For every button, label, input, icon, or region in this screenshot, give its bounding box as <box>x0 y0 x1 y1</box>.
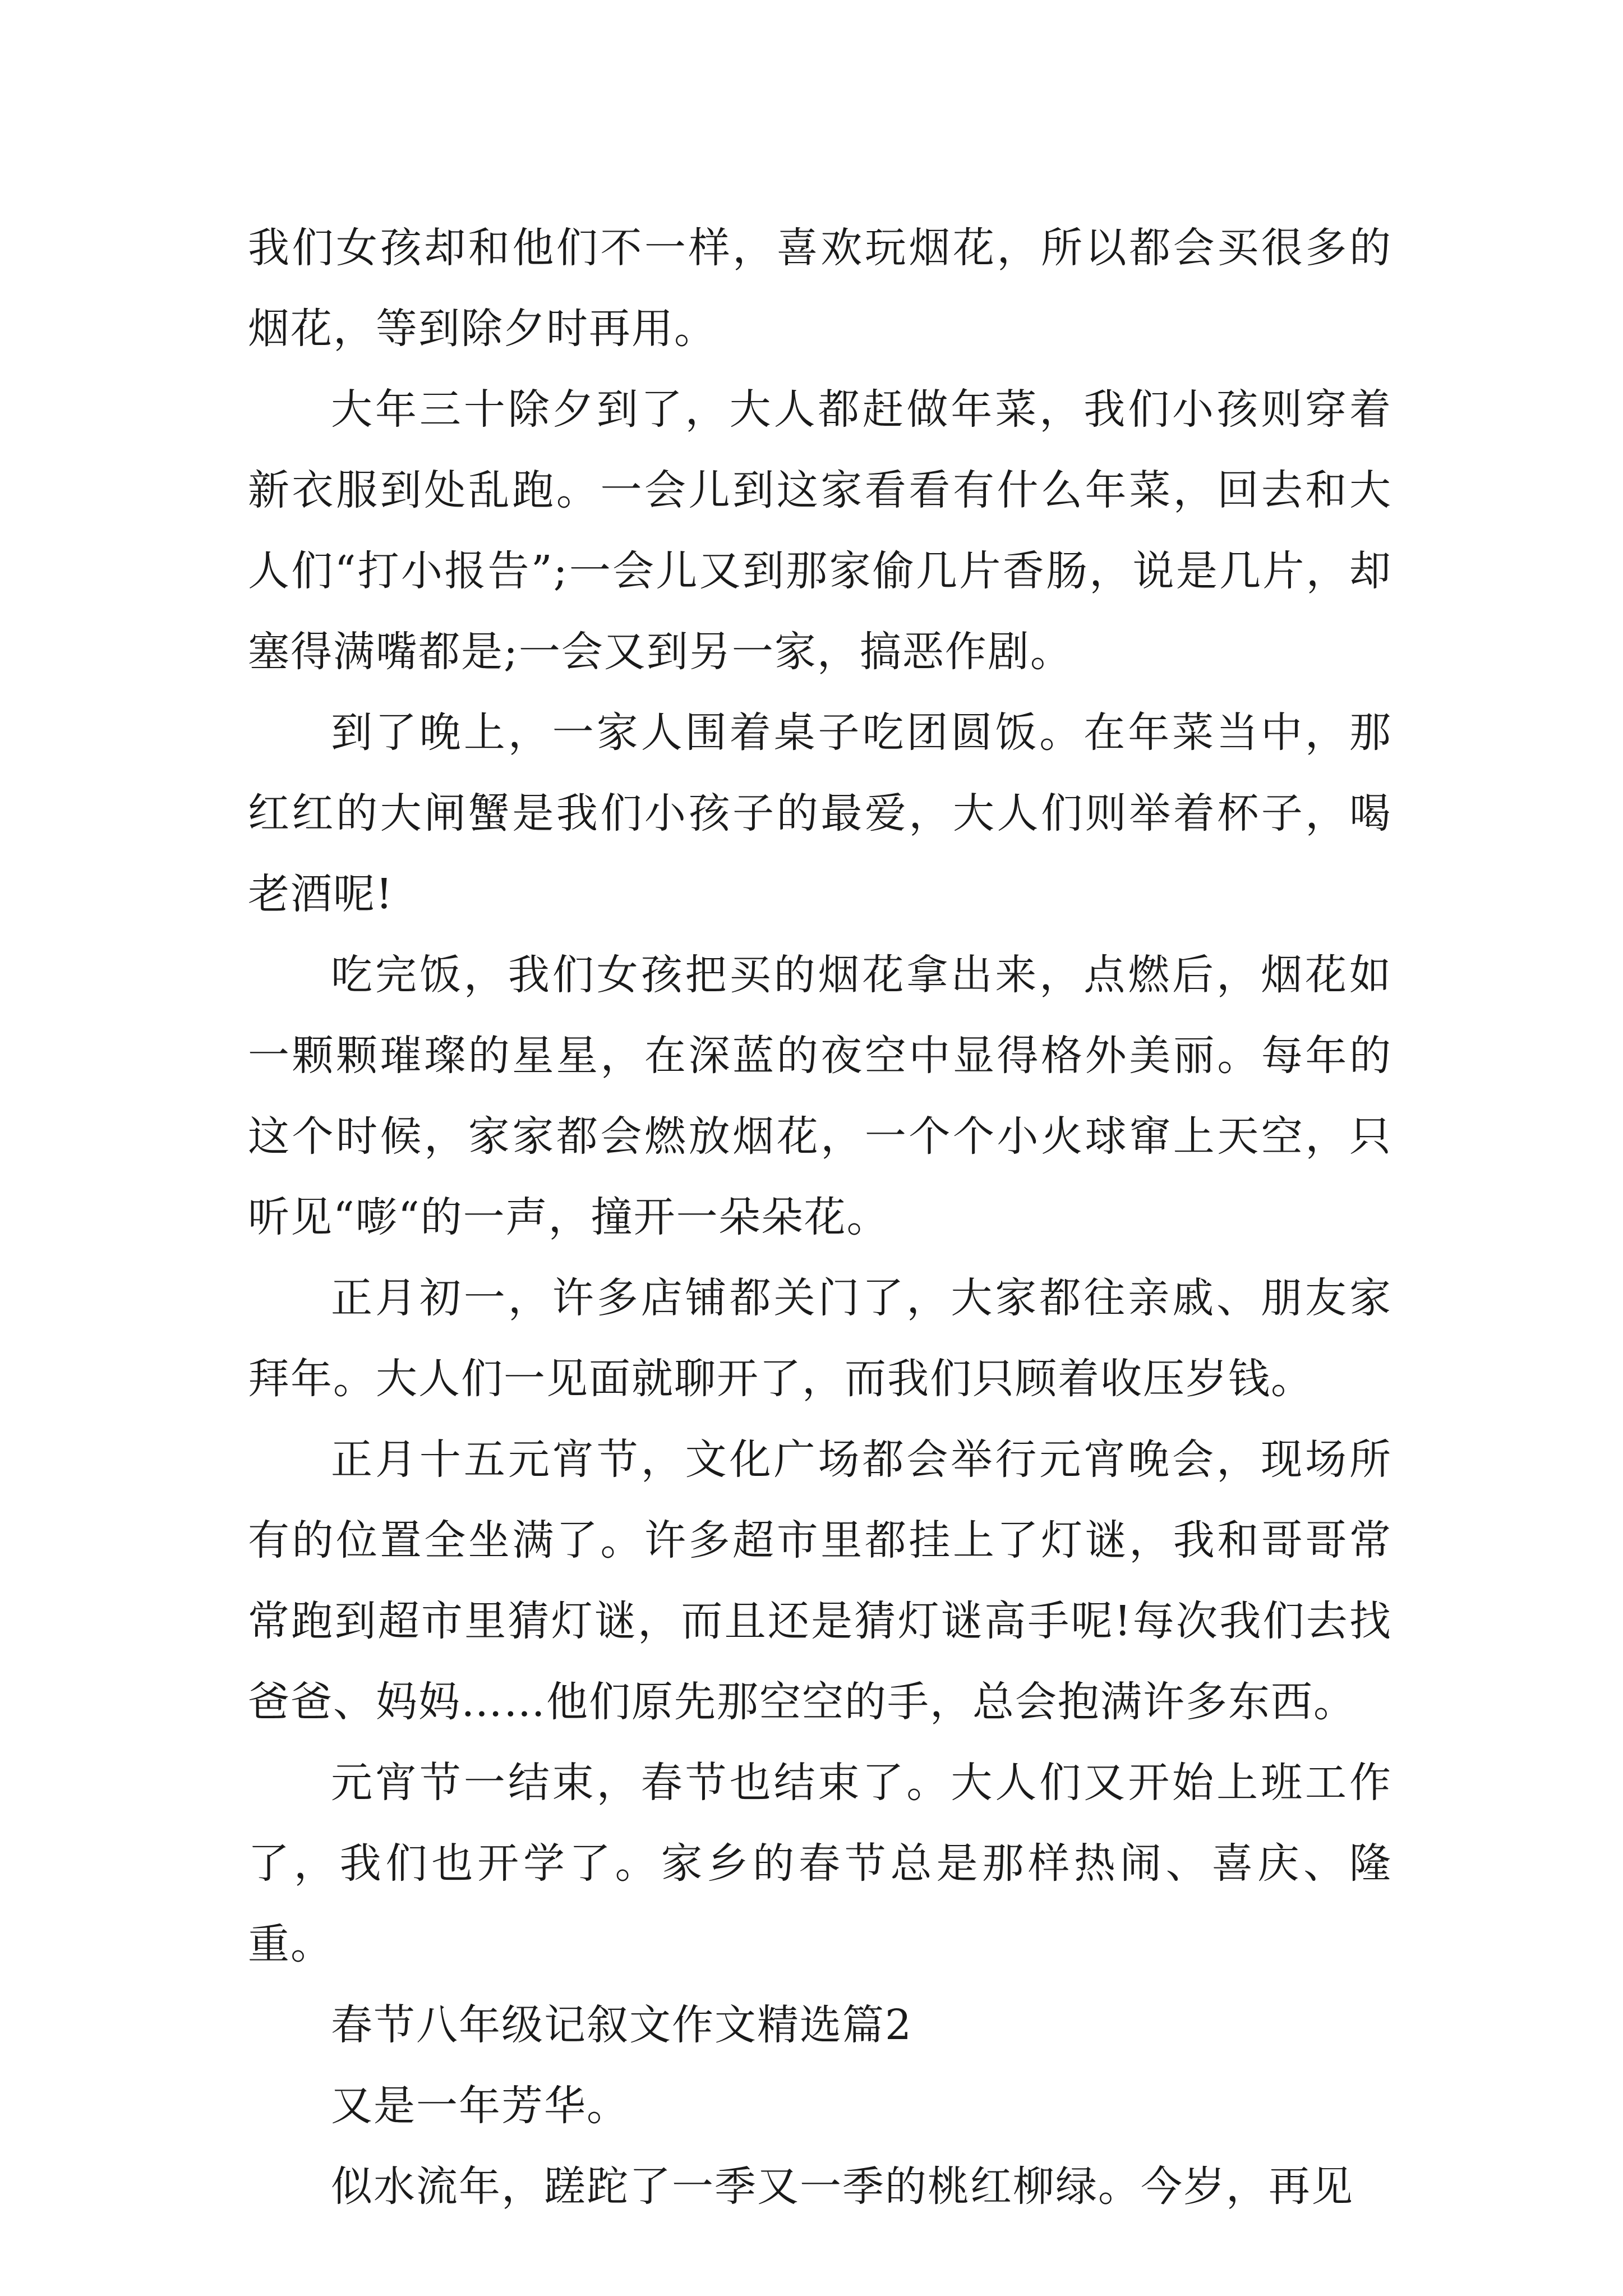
paragraph-4: 吃完饭，我们女孩把买的烟花拿出来，点燃后，烟花如一颗颗璀璨的星星，在深蓝的夜空中显得格外美丽。每年的这个时候，家家都会燃放烟花，一个个小火球窜上天空，只听见“嘭“的一声，撞开一朵朵花。 <box>248 951 1392 1241</box>
section-heading: 春节八年级记叙文作文精选篇2 <box>331 2001 913 2049</box>
paragraph-9: 似水流年，蹉跎了一季又一季的桃红柳绿。今岁，再见 <box>331 2162 1354 2211</box>
paragraph-7: 元宵节一结束，春节也结束了。大人们又开始上班工作了，我们也开学了。家乡的春节总是那样热闹、喜庆、隆重。 <box>248 1759 1392 1968</box>
paragraph-3: 到了晚上，一家人围着桌子吃团圆饭。在年菜当中，那红红的大闸蟹是我们小孩子的最爱，大人们则举着杯子，喝老酒呢! <box>248 708 1392 918</box>
document-body <box>248 208 1392 2227</box>
paragraph-5: 正月初一，许多店铺都关门了，大家都往亲戚、朋友家拜年。大人们一见面就聊开了，而我们只顾着收压岁钱。 <box>248 1274 1392 1403</box>
paragraph-8: 又是一年芳华。 <box>331 2082 629 2130</box>
paragraph-6: 正月十五元宵节，文化广场都会举行元宵晚会，现场所有的位置全坐满了。许多超市里都挂上了灯谜，我和哥哥常常跑到超市里猜灯谜，而且还是猜灯谜高手呢!每次我们去找爸爸、妈妈……他们原先那空空的手，总会抱满许多东西。 <box>248 1435 1392 1726</box>
paragraph-1: 我们女孩却和他们不一样，喜欢玩烟花，所以都会买很多的烟花，等到除夕时再用。 <box>248 224 1392 353</box>
paragraph-2: 大年三十除夕到了，大人都赶做年菜，我们小孩则穿着新衣服到处乱跑。一会儿到这家看看有什么年菜，回去和大人们“打小报告”;一会儿又到那家偷几片香肠，说是几片，却塞得满嘴都是;一会又到另一家，搞恶作剧。 <box>248 385 1392 676</box>
